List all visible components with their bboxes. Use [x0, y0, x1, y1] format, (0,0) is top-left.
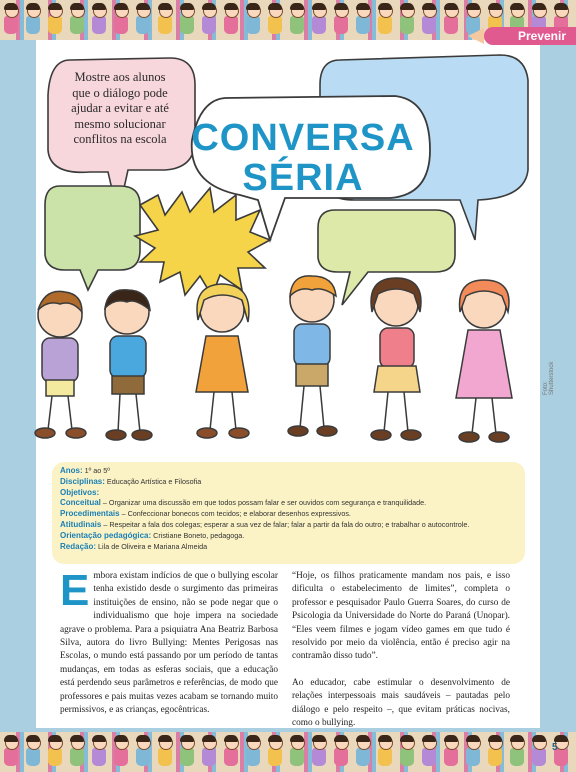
child-5	[371, 278, 421, 440]
info-label: Objetivos:	[60, 487, 100, 497]
info-value: Lila de Oliveira e Mariana Almeida	[98, 541, 208, 551]
article-column-2	[292, 570, 510, 743]
info-orientacao	[60, 531, 517, 542]
info-value: – Confeccionar bonecos com tecidos; e elaborar desenhos expressivos.	[121, 509, 351, 519]
child-6	[456, 280, 512, 442]
info-value: – Respeitar a fala dos colegas; esperar a sua vez de falar; falar a partir da fala do outro; e trabalhar o autocontrole.	[103, 519, 470, 529]
info-atitudinais	[60, 520, 517, 531]
child-4	[288, 276, 337, 436]
doll-ornament-icon	[68, 736, 86, 768]
info-value: – Organizar uma discussão em que todos possam falar e ser ouvidos com segurança e tranquilidade.	[102, 498, 427, 508]
section-tab: Prevenir	[484, 27, 576, 45]
bubble-line: que o diálogo pode	[72, 85, 168, 100]
child-1	[35, 291, 86, 438]
info-label: Orientação pedagógica:	[60, 530, 152, 540]
doll-ornament-icon	[222, 736, 240, 768]
article-paragraph: Ao educador, cabe estimular o desenvolvimento de relações interpessoais mais saudáveis – pautadas pelo diálogo e pelo respeito –, que evitam práticas nocivas, como o bullying.	[292, 677, 510, 729]
photo-credit: Foto: Shutterstock	[543, 361, 555, 395]
drop-cap: E	[60, 566, 90, 615]
doll-ornament-icon	[178, 736, 196, 768]
speech-bubble-text	[60, 70, 180, 148]
article-paragraph: “Hoje, os filhos praticamente mandam nos pais, e isso dificulta o estabelecimento de limites”, completa o professor e pesquisador Paulo Guerra Soares, do curso de Psicologia da Universidade do Norte do Paraná (Unopar). “Eles veem filmes e jogam vídeo games em que tudo é resolvido por meio da violência, então é preciso agir na contramão disso tudo”.	[292, 571, 510, 662]
speech-bubble-burst	[135, 188, 270, 296]
info-disciplinas	[60, 477, 517, 488]
info-value: Educação Artística e Filosofia	[106, 476, 202, 486]
lesson-info-box	[52, 462, 525, 564]
speech-bubble-green	[45, 186, 140, 290]
page-title	[188, 118, 418, 198]
child-2	[105, 290, 152, 440]
doll-ornament-icon	[530, 736, 548, 768]
info-label: Anos:	[60, 466, 83, 475]
doll-ornament-icon	[134, 736, 152, 768]
doll-ornament-icon	[90, 736, 108, 768]
info-label: Procedimentais	[60, 509, 120, 519]
info-value: Cristiane Boneto, pedagoga.	[153, 530, 245, 540]
info-value: 1º ao 5º	[84, 466, 110, 475]
article-paragraph: mbora existam indícios de que o bullying escolar tenha existido desde o surgimento das primeiras instituições de ensino, não se pode negar que o individualismo que hoje impera na sociedade agrave o problema. Para a psiquiatra Ana Beatriz Barbosa Silva, autora do livro Bullying: Mentes Perigosas nas Escolas, o mundo está passando por um período de tantas mudanças, em todas as esferas sociais, que a educação está perdendo seus parâmetros e referências, de modo que professores e pais muitas vezes acabam se tornando muito permissivos, e as crianças, egocêntricas.	[60, 571, 278, 716]
info-redacao	[60, 542, 517, 553]
info-label: Disciplinas:	[60, 476, 105, 486]
bubble-line: mesmo solucionar	[74, 116, 166, 131]
doll-ornament-icon	[508, 736, 526, 768]
info-objetivos	[60, 488, 517, 499]
page-number: 5	[552, 742, 558, 753]
doll-ornament-icon	[156, 736, 174, 768]
title-line-2: SÉRIA	[242, 157, 364, 199]
info-label: Redação:	[60, 541, 97, 551]
child-3	[196, 284, 249, 438]
info-label: Conceitual	[60, 498, 101, 508]
doll-ornament-icon	[200, 736, 218, 768]
doll-ornament-icon	[112, 736, 130, 768]
title-line-1: CONVERSA	[191, 117, 415, 159]
info-anos	[60, 466, 517, 477]
info-procedimentais	[60, 509, 517, 520]
info-label: Atitudinais	[60, 519, 102, 529]
article-column-1	[60, 566, 278, 717]
doll-ornament-icon	[2, 736, 20, 768]
doll-ornament-icon	[46, 736, 64, 768]
doll-ornament-icon	[266, 736, 284, 768]
doll-ornament-icon	[24, 736, 42, 768]
bubble-line: ajudar a evitar e até	[71, 101, 169, 115]
info-conceitual	[60, 498, 517, 509]
doll-ornament-icon	[244, 736, 262, 768]
bubble-line: Mostre aos alunos	[74, 70, 166, 84]
bubble-line: conflitos na escola	[73, 132, 167, 146]
